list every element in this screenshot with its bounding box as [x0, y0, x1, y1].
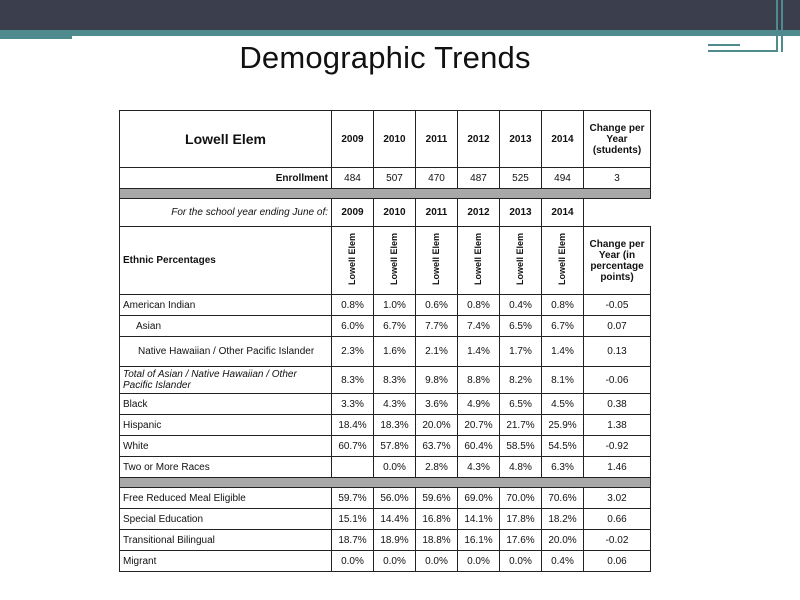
- row-value: 9.8%: [416, 367, 458, 394]
- row-value: 0.8%: [458, 295, 500, 316]
- table-row: [120, 509, 651, 530]
- row-value: 3.3%: [332, 394, 374, 415]
- vertical-school-label: Lowell Elem: [389, 232, 399, 285]
- vertical-school-cell: [458, 227, 500, 295]
- row-value: 16.8%: [416, 509, 458, 530]
- row-value: 18.8%: [416, 530, 458, 551]
- row-value: 20.7%: [458, 415, 500, 436]
- year-header: 2014: [542, 111, 584, 168]
- row-value: 4.8%: [500, 457, 542, 478]
- row-change: 1.38: [584, 415, 651, 436]
- row-value: 14.4%: [374, 509, 416, 530]
- change-pct-header: Change per Year (in percentage points): [584, 227, 651, 295]
- year-header: 2012: [458, 111, 500, 168]
- separator-row: [120, 478, 651, 488]
- row-value: 2.3%: [332, 337, 374, 367]
- row-value: 6.5%: [500, 394, 542, 415]
- row-value: 18.2%: [542, 509, 584, 530]
- row-value: 0.0%: [416, 551, 458, 572]
- year-header: 2010: [374, 111, 416, 168]
- row-value: 6.3%: [542, 457, 584, 478]
- row-value: 20.0%: [542, 530, 584, 551]
- row-value: 18.3%: [374, 415, 416, 436]
- row-value: 8.3%: [332, 367, 374, 394]
- row-value: 8.3%: [374, 367, 416, 394]
- row-change: 0.38: [584, 394, 651, 415]
- row-value: 1.6%: [374, 337, 416, 367]
- year-header: 2014: [542, 199, 584, 227]
- row-value: 14.1%: [458, 509, 500, 530]
- row-label: American Indian: [120, 295, 332, 316]
- row-value: 2.8%: [416, 457, 458, 478]
- row-value: 60.4%: [458, 436, 500, 457]
- row-value: 1.4%: [542, 337, 584, 367]
- row-change: -0.02: [584, 530, 651, 551]
- row-value: 6.5%: [500, 316, 542, 337]
- row-label: Native Hawaiian / Other Pacific Islander: [120, 337, 332, 367]
- row-value: 2.1%: [416, 337, 458, 367]
- vertical-school-label: Lowell Elem: [431, 232, 441, 285]
- enrollment-value: 494: [542, 168, 584, 189]
- row-value: 54.5%: [542, 436, 584, 457]
- row-value: 0.0%: [332, 551, 374, 572]
- row-value: 17.6%: [500, 530, 542, 551]
- row-value: 7.7%: [416, 316, 458, 337]
- row-label: White: [120, 436, 332, 457]
- row-value: 25.9%: [542, 415, 584, 436]
- enrollment-label: Enrollment: [120, 168, 332, 189]
- row-value: 15.1%: [332, 509, 374, 530]
- enrollment-value: 507: [374, 168, 416, 189]
- row-change: 0.07: [584, 316, 651, 337]
- row-value: 7.4%: [458, 316, 500, 337]
- ethnic-header-row: [120, 227, 651, 295]
- year-header: 2012: [458, 199, 500, 227]
- row-value: 1.0%: [374, 295, 416, 316]
- enrollment-value: 487: [458, 168, 500, 189]
- year-header: 2009: [332, 111, 374, 168]
- corner-line: [781, 0, 783, 52]
- row-label: Total of Asian / Native Hawaiian / Other Pacific Islander: [120, 367, 332, 394]
- table-row: [120, 436, 651, 457]
- row-value: 70.0%: [500, 488, 542, 509]
- row-value: 4.5%: [542, 394, 584, 415]
- row-value: 0.0%: [374, 457, 416, 478]
- row-value: 59.7%: [332, 488, 374, 509]
- year-header: 2011: [416, 199, 458, 227]
- table-row: [120, 488, 651, 509]
- vertical-school-cell: [374, 227, 416, 295]
- row-value: 69.0%: [458, 488, 500, 509]
- separator: [120, 478, 651, 488]
- row-label: Two or More Races: [120, 457, 332, 478]
- school-year-row: [120, 199, 651, 227]
- year-header: 2010: [374, 199, 416, 227]
- row-value: 8.2%: [500, 367, 542, 394]
- vertical-school-label: Lowell Elem: [347, 232, 357, 285]
- row-value: 0.6%: [416, 295, 458, 316]
- row-value: 8.8%: [458, 367, 500, 394]
- row-value: 63.7%: [416, 436, 458, 457]
- row-value: 0.4%: [542, 551, 584, 572]
- enrollment-value: 484: [332, 168, 374, 189]
- vertical-school-cell: [416, 227, 458, 295]
- row-value: 1.4%: [458, 337, 500, 367]
- row-value: 16.1%: [458, 530, 500, 551]
- row-value: [332, 457, 374, 478]
- school-year-label: For the school year ending June of:: [120, 199, 332, 227]
- demographics-table: [119, 110, 651, 572]
- empty-cell: [584, 199, 651, 227]
- change-header: Change per Year (students): [584, 111, 651, 168]
- row-value: 0.0%: [374, 551, 416, 572]
- row-value: 4.9%: [458, 394, 500, 415]
- row-value: 18.9%: [374, 530, 416, 551]
- row-value: 59.6%: [416, 488, 458, 509]
- row-value: 18.4%: [332, 415, 374, 436]
- row-change: 0.66: [584, 509, 651, 530]
- row-value: 58.5%: [500, 436, 542, 457]
- year-header: 2009: [332, 199, 374, 227]
- row-value: 21.7%: [500, 415, 542, 436]
- row-value: 0.4%: [500, 295, 542, 316]
- vertical-school-cell: [542, 227, 584, 295]
- vertical-school-label: Lowell Elem: [557, 232, 567, 285]
- row-change: 0.13: [584, 337, 651, 367]
- row-change: -0.06: [584, 367, 651, 394]
- row-label: Migrant: [120, 551, 332, 572]
- corner-line: [776, 0, 778, 52]
- row-value: 1.7%: [500, 337, 542, 367]
- year-header: 2013: [500, 199, 542, 227]
- row-label: Transitional Bilingual: [120, 530, 332, 551]
- row-value: 8.1%: [542, 367, 584, 394]
- row-value: 6.0%: [332, 316, 374, 337]
- table-row: [120, 530, 651, 551]
- row-change: -0.92: [584, 436, 651, 457]
- row-value: 17.8%: [500, 509, 542, 530]
- row-label: Asian: [120, 316, 332, 337]
- row-value: 18.7%: [332, 530, 374, 551]
- row-label: Black: [120, 394, 332, 415]
- vertical-school-label: Lowell Elem: [473, 232, 483, 285]
- row-label: Free Reduced Meal Eligible: [120, 488, 332, 509]
- accent-bar: [0, 30, 800, 36]
- row-value: 0.8%: [332, 295, 374, 316]
- table-row: [120, 394, 651, 415]
- table-row: [120, 295, 651, 316]
- row-value: 4.3%: [374, 394, 416, 415]
- row-value: 70.6%: [542, 488, 584, 509]
- row-change: 0.06: [584, 551, 651, 572]
- year-header: 2013: [500, 111, 542, 168]
- row-value: 3.6%: [416, 394, 458, 415]
- row-change: -0.05: [584, 295, 651, 316]
- top-bar: [0, 0, 800, 30]
- slide-title: Demographic Trends: [239, 40, 531, 75]
- row-change: 1.46: [584, 457, 651, 478]
- year-header: 2011: [416, 111, 458, 168]
- row-label: Hispanic: [120, 415, 332, 436]
- table-row: [120, 337, 651, 367]
- enrollment-change: 3: [584, 168, 651, 189]
- row-value: 0.8%: [542, 295, 584, 316]
- row-value: 6.7%: [542, 316, 584, 337]
- row-value: 57.8%: [374, 436, 416, 457]
- table-row: [120, 457, 651, 478]
- school-name: Lowell Elem: [120, 111, 332, 168]
- separator: [120, 189, 651, 199]
- vertical-school-cell: [332, 227, 374, 295]
- vertical-school-label: Lowell Elem: [515, 232, 525, 285]
- row-value: 6.7%: [374, 316, 416, 337]
- row-change: 3.02: [584, 488, 651, 509]
- table-row: [120, 367, 651, 394]
- enrollment-value: 470: [416, 168, 458, 189]
- enrollment-row: [120, 168, 651, 189]
- row-value: 60.7%: [332, 436, 374, 457]
- row-value: 0.0%: [500, 551, 542, 572]
- row-label: Special Education: [120, 509, 332, 530]
- separator-row: [120, 189, 651, 199]
- row-value: 4.3%: [458, 457, 500, 478]
- row-value: 0.0%: [458, 551, 500, 572]
- header-row: [120, 111, 651, 168]
- table-row: [120, 551, 651, 572]
- ethnic-header: Ethnic Percentages: [120, 227, 332, 295]
- enrollment-value: 525: [500, 168, 542, 189]
- accent-block: [0, 30, 72, 39]
- row-value: 56.0%: [374, 488, 416, 509]
- table-row: [120, 316, 651, 337]
- vertical-school-cell: [500, 227, 542, 295]
- table-row: [120, 415, 651, 436]
- row-value: 20.0%: [416, 415, 458, 436]
